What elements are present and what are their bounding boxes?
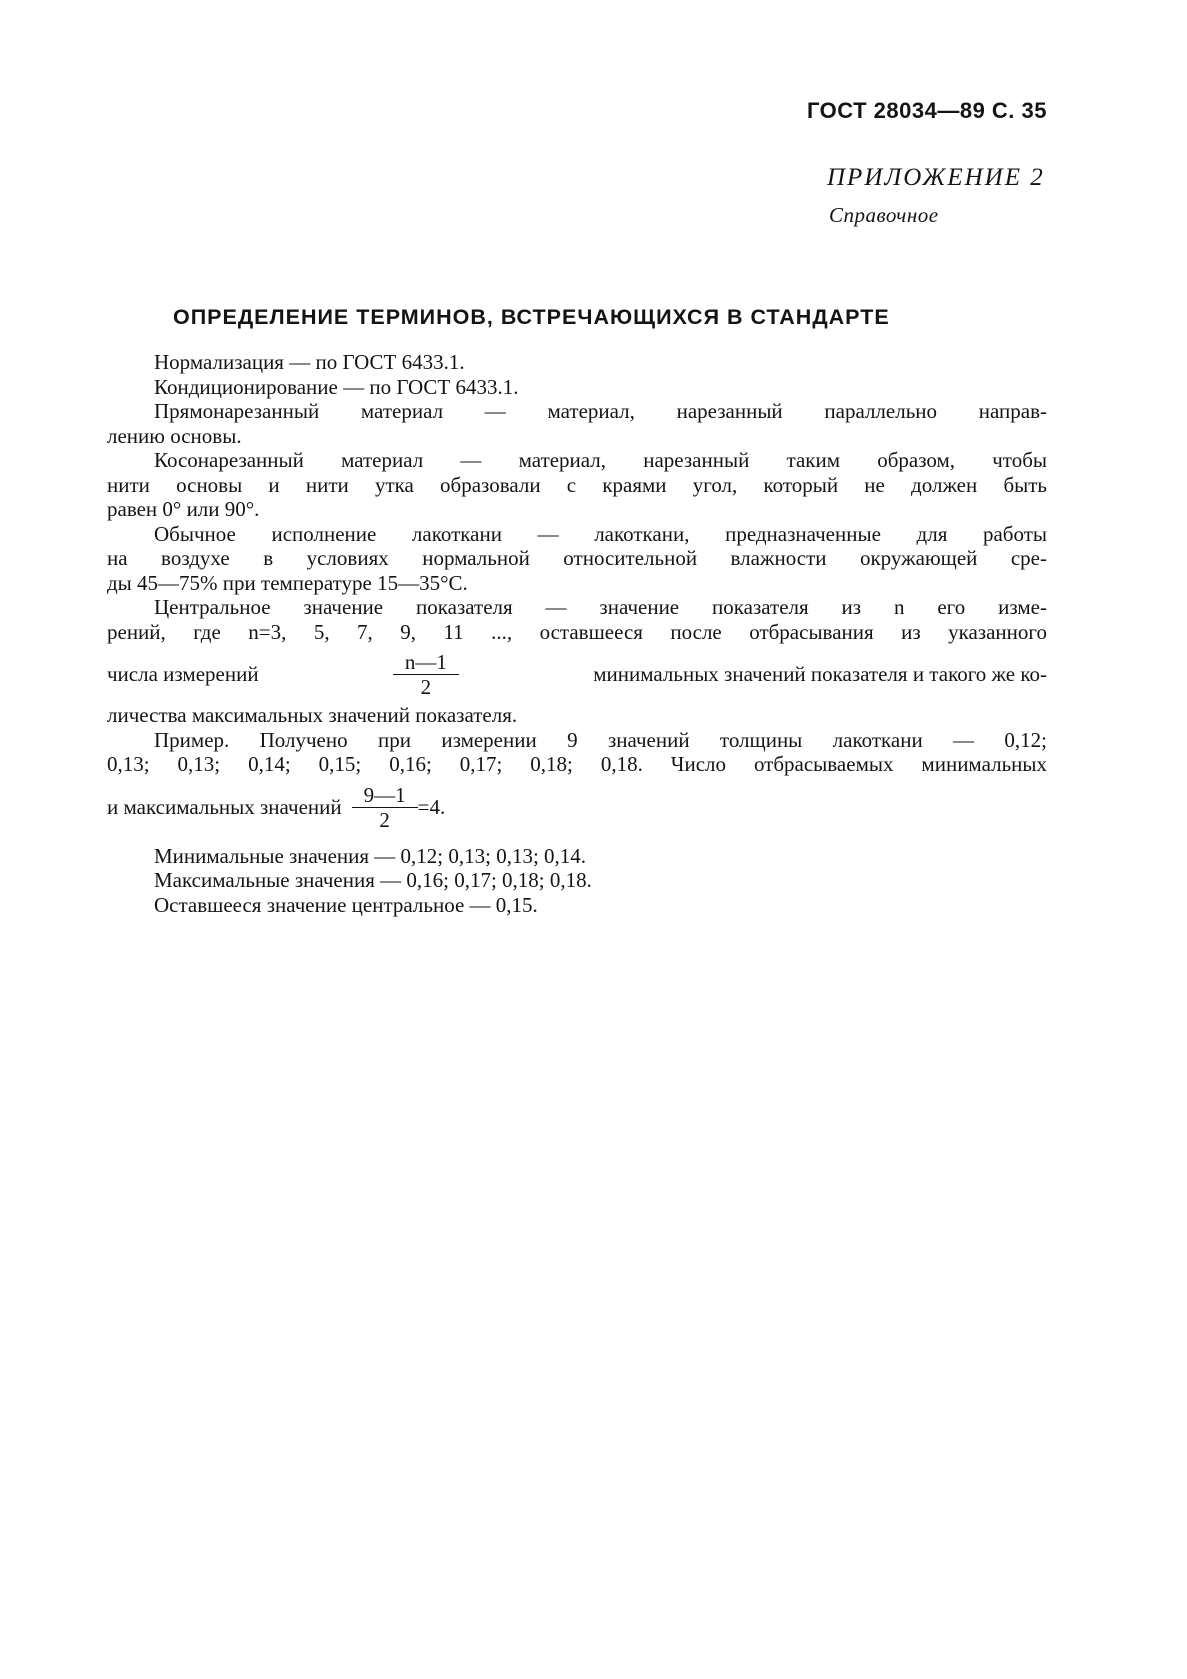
text-line: Центральное значение показателя — значение показателя из n его изме- <box>154 595 1047 619</box>
fraction-prefix: числа измерений <box>107 662 259 687</box>
page-header: ГОСТ 28034—89 С. 35 <box>806 98 1047 123</box>
text-line: личества максимальных значений показателя. <box>107 703 518 727</box>
fraction-numerator: n—1 <box>393 650 459 675</box>
text-line: нити основы и нити утка образовали с краями угол, который не должен быть <box>107 472 1047 497</box>
appendix-label: ПРИЛОЖЕНИЕ 2 <box>827 164 1045 191</box>
fraction-suffix: =4. <box>417 794 446 819</box>
text-line: равен 0° или 90°. <box>107 497 260 521</box>
text-line: Косонарезанный материал — материал, нарезанный таким образом, чтобы <box>154 448 1047 472</box>
fraction-prefix: и максимальных значений <box>107 794 342 819</box>
text-line: лению основы. <box>107 423 242 448</box>
central-value-line: Оставшееся значение центральное — 0,15. <box>154 892 538 917</box>
fraction <box>393 650 459 699</box>
fraction-line <box>107 650 1047 699</box>
text-line: Кондиционирование — по ГОСТ 6433.1. <box>154 374 519 399</box>
max-values-line: Максимальные значения — 0,16; 0,17; 0,18; 0,18. <box>154 868 592 892</box>
text-line: на воздухе в условиях нормальной относительной влажности окружающей сре- <box>107 546 1047 570</box>
fraction-numerator: 9—1 <box>352 783 418 808</box>
example-line: Пример. Получено при измерении 9 значений толщины лакоткани — 0,12; <box>154 727 1047 752</box>
fraction-line <box>107 783 1047 832</box>
fraction-suffix: минимальных значений показателя и такого же ко- <box>593 662 1047 687</box>
fraction-denominator: 2 <box>420 675 432 699</box>
example-line: 0,13; 0,13; 0,14; 0,15; 0,16; 0,17; 0,18; 0,18. Число отбрасываемых минимальных <box>107 752 1047 776</box>
appendix-type: Справочное <box>829 203 939 227</box>
fraction <box>352 783 418 832</box>
text-line: Прямонарезанный материал — материал, нарезанный параллельно направ- <box>154 399 1047 423</box>
document-body <box>107 350 1047 917</box>
fraction-denominator: 2 <box>379 807 390 832</box>
text-line: рений, где n=3, 5, 7, 9, 11 ..., оставшееся после отбрасывания из указанного <box>107 619 1047 644</box>
text-line: Обычное исполнение лакоткани — лакоткани, предназначенные для работы <box>154 521 1047 546</box>
text-line: Нормализация — по ГОСТ 6433.1. <box>154 350 465 374</box>
text-line: ды 45—75% при температуре 15—35°С. <box>107 570 468 595</box>
section-title: ОПРЕДЕЛЕНИЕ ТЕРМИНОВ, ВСТРЕЧАЮЩИХСЯ В СТАНДАРТЕ <box>173 305 890 329</box>
results-list <box>107 844 1047 918</box>
min-values-line: Минимальные значения — 0,12; 0,13; 0,13; 0,14. <box>154 843 587 868</box>
